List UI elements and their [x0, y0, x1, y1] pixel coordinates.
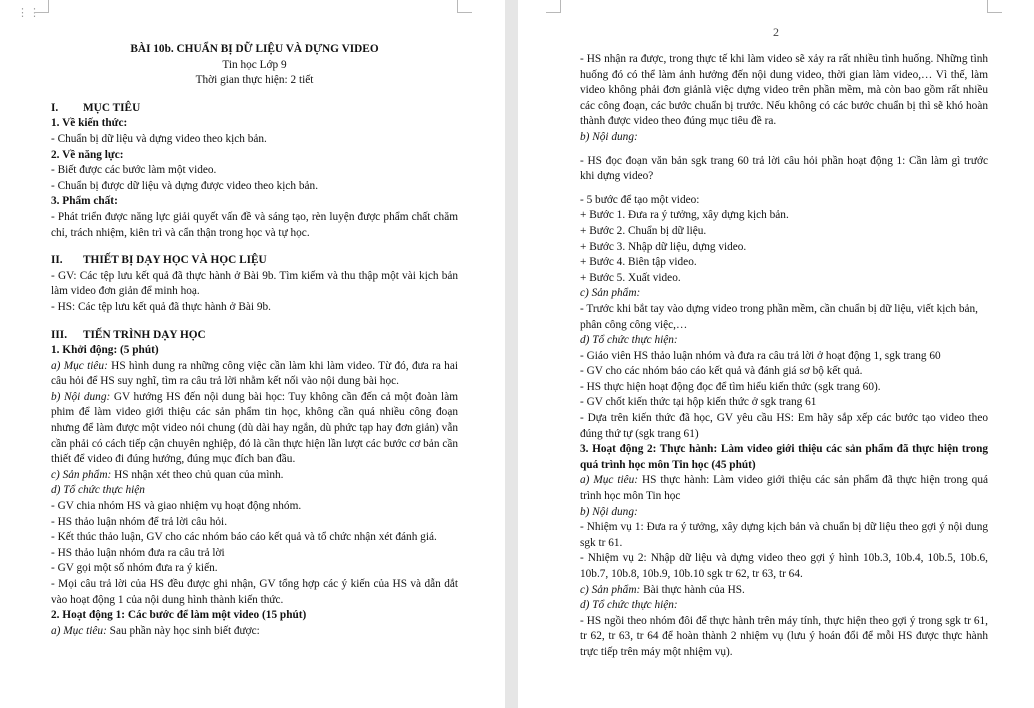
paragraph	[580, 349, 988, 365]
section-heading	[51, 328, 458, 344]
paragraph-text: 1. Về kiến thức:	[51, 117, 128, 130]
item-label: d) Tổ chức thực hiện	[51, 484, 145, 497]
paragraph	[580, 614, 988, 661]
paragraph-text: HS thực hành: Làm video giới thiệu các sản phẩm đã thực hiện trong quá trình học môn Tin học	[580, 474, 988, 503]
page-left-body	[51, 42, 458, 639]
spacer	[580, 185, 988, 193]
paragraph	[580, 583, 988, 599]
drag-handle-icon[interactable]: ⋮⋮	[17, 6, 41, 19]
paragraph	[580, 551, 988, 582]
paragraph	[51, 561, 458, 577]
spacer	[580, 146, 988, 154]
paragraph-text: - Chuẩn bị dữ liệu và dựng video theo kịch bản.	[51, 132, 267, 145]
paragraph	[580, 395, 988, 411]
paragraph-text: + Bước 4. Biên tập video.	[580, 256, 697, 269]
paragraph	[580, 255, 988, 271]
paragraph	[51, 210, 458, 241]
spacer	[51, 241, 458, 253]
paragraph-text: TIẾN TRÌNH DẠY HỌC	[83, 328, 206, 341]
item-label: a) Mục tiêu:	[51, 624, 107, 637]
paragraph	[580, 52, 988, 130]
paragraph	[580, 411, 988, 442]
paragraph	[51, 577, 458, 608]
paragraph-text: + Bước 2. Chuẩn bị dữ liệu.	[580, 224, 707, 237]
item-label: a) Mục tiêu:	[580, 474, 639, 487]
paragraph	[580, 364, 988, 380]
paragraph	[580, 333, 988, 349]
paragraph	[580, 302, 988, 333]
paragraph-text: - Giáo viên HS thảo luận nhóm và đưa ra câu trả lời ở hoạt động 1, sgk trang 60	[580, 349, 941, 362]
paragraph-text: - Nhiệm vụ 1: Đưa ra ý tưởng, xây dựng kịch bản và chuẩn bị dữ liệu theo gợi ý nội dung sgk tr 61.	[580, 521, 988, 549]
section-number: II.	[51, 254, 63, 267]
item-label: c) Sản phẩm:	[580, 583, 641, 596]
paragraph-text: + Bước 5. Xuất video.	[580, 271, 681, 284]
paragraph-text: - HS đọc đoạn văn bản sgk trang 60 trả lời câu hỏi phần hoạt động 1: Cần làm gì trước khi dựng video?	[580, 154, 988, 183]
paragraph-text: - Kết thúc thảo luận, GV cho các nhóm báo cáo kết quả và tổ chức nhận xét đánh giá.	[51, 531, 437, 544]
item-label: b) Nội dung:	[580, 130, 638, 143]
document-page-left	[0, 0, 505, 708]
item-label: c) Sản phẩm:	[580, 287, 641, 300]
paragraph-text: - Trước khi bắt tay vào dựng video trong phần mềm, cần chuẩn bị dữ liệu, viết kịch bản, phân công công việc,…	[580, 302, 978, 331]
paragraph-text: - Phát triển được năng lực giải quyết vấn đề và sáng tạo, rèn luyện được phẩm chất chăm chỉ, trách nhiệm, kiên trì và cẩn thận trong học và tự học.	[51, 210, 458, 239]
paragraph-text: 1. Khởi động: (5 phút)	[51, 344, 159, 357]
spacer	[51, 89, 458, 101]
spacer	[51, 316, 458, 328]
paragraph-text: HS hình dung ra những công việc cần làm khi làm video. Từ đó, đưa ra hai câu hỏi để HS suy nghĩ, tìm ra câu trả lời nhằm kết nối vào nội dung bài học.	[51, 359, 458, 388]
crop-mark	[34, 0, 49, 13]
page-gap	[505, 0, 518, 708]
paragraph-text: 2. Hoạt động 1: Các bước để làm một video (15 phút)	[51, 609, 307, 622]
paragraph	[51, 116, 458, 132]
paragraph-text: MỤC TIÊU	[83, 101, 141, 114]
paragraph	[51, 179, 458, 195]
paragraph	[580, 598, 988, 614]
paragraph	[51, 546, 458, 562]
item-label: b) Nội dung:	[580, 505, 638, 518]
paragraph	[580, 240, 988, 256]
paragraph	[51, 468, 458, 484]
crop-mark	[987, 0, 1002, 13]
paragraph-text: - GV chốt kiến thức tại hộp kiến thức ở sgk trang 61	[580, 396, 817, 409]
item-label: a) Mục tiêu:	[51, 359, 108, 372]
paragraph	[580, 442, 988, 473]
paragraph	[580, 130, 988, 146]
paragraph-text: + Bước 3. Nhập dữ liệu, dựng video.	[580, 240, 747, 253]
crop-mark	[457, 0, 472, 13]
paragraph-text: - 5 bước để tạo một video:	[580, 193, 700, 206]
paragraph	[51, 269, 458, 300]
paragraph-text: - GV gọi một số nhóm đưa ra ý kiến.	[51, 562, 218, 575]
item-label: d) Tổ chức thực hiện:	[580, 334, 678, 347]
paragraph-text: - Nhiệm vụ 2: Nhập dữ liệu và dựng video theo gợi ý hình 10b.3, 10b.4, 10b.5, 10b.6, 10b.7, 10b.8, 10b.9, 10b.10 sgk tr 62, tr 63, tr 64.	[580, 552, 988, 580]
right-content	[580, 52, 988, 661]
paragraph-text: Sau phần này học sinh biết được:	[106, 624, 260, 637]
paragraph	[51, 343, 458, 359]
paragraph-text: - GV: Các tệp lưu kết quả đã thực hành ở Bài 9b. Tìm kiếm và thu thập một vài kịch bản làm video đơn giản để minh hoạ.	[51, 269, 458, 298]
paragraph	[51, 194, 458, 210]
section-heading	[51, 101, 458, 117]
paragraph-text: - HS: Các tệp lưu kết quả đã thực hành ở Bài 9b.	[51, 300, 271, 313]
paragraph-text: GV hướng HS đến nội dung bài học: Tuy không cần đến cả một đoàn làm phim để làm video giới thiệu các sản phẩm tin học, không cần quá nhiều công đoạn nhưng để làm được một video nói chung (dù dài hay ngắn, dù phức tạp hay đơn giản) vẫn cần phải có cách tiếp cận chuyên nghiệp, đó là cần thực hiện lần lượt các bước cơ bản cần thiết để video đi đúng hướng, đúng mục đích ban đầu.	[51, 390, 458, 466]
paragraph	[580, 520, 988, 551]
paragraph	[580, 505, 988, 521]
document-duration: Thời gian thực hiện: 2 tiết	[195, 74, 314, 87]
paragraph	[51, 499, 458, 515]
paragraph	[51, 608, 458, 624]
paragraph-text: - Biết được các bước làm một video.	[51, 164, 217, 177]
section-number: I.	[51, 101, 59, 114]
item-label: b) Nội dung:	[51, 390, 111, 403]
section-number: III.	[51, 328, 68, 341]
paragraph	[51, 163, 458, 179]
paragraph	[51, 359, 458, 390]
paragraph	[51, 148, 458, 164]
paragraph	[580, 193, 988, 209]
paragraph-text: - Mọi câu trả lời của HS đều được ghi nhận, GV tổng hợp các ý kiến của HS và dẫn dắt vào hoạt động 1 của nội dung hình thành kiến thức.	[51, 578, 458, 606]
paragraph	[580, 154, 988, 185]
paragraph-text: 2. Về năng lực:	[51, 148, 124, 161]
paragraph-text: THIẾT BỊ DẠY HỌC VÀ HỌC LIỆU	[83, 254, 267, 267]
paragraph	[51, 515, 458, 531]
paragraph-text: - HS nhận ra được, trong thực tế khi làm video sẽ xảy ra rất nhiều tình huống. Những tình huống đó có thể làm ảnh hưởng đến nội dung video, thời gian làm video,… Vì thế, làm video không phải đơn giảnlà việc dựng video trên phần mềm, mà còn bao gồm rất nhiều các công đoạn, các bước chuẩn bị trước. Nếu không có các bước chuẩn bị thì sẽ khó hoàn thành được video theo đúng mục tiêu đề ra.	[580, 53, 988, 128]
paragraph	[580, 380, 988, 396]
paragraph-text: 3. Phẩm chất:	[51, 195, 118, 208]
paragraph-text: 3. Hoạt động 2: Thực hành: Làm video giới thiệu các sản phẩm đã thực hiện trong quá trình học môn Tin học (45 phút)	[580, 443, 988, 471]
paragraph	[51, 300, 458, 316]
left-content	[51, 101, 458, 640]
paragraph-text: - HS ngồi theo nhóm đôi để thực hành trên máy tính, thực hiện theo gợi ý trong sgk tr 61, tr 62, tr 63, tr 64 để hoàn thành 2 nhiệm vụ (lưu ý hoán đổi để mỗi HS được thực hành trực tiếp trên máy một nhiệm vụ).	[580, 614, 988, 658]
item-label: c) Sản phẩm:	[51, 468, 112, 481]
paragraph	[580, 271, 988, 287]
paragraph	[580, 224, 988, 240]
paragraph-text: - HS thực hiện hoạt động đọc để tìm hiểu kiến thức (sgk trang 60).	[580, 380, 881, 393]
page-right-body	[580, 52, 988, 661]
document-page-right	[518, 0, 1034, 708]
document-subtitle: Tin học Lớp 9	[222, 58, 287, 71]
paragraph	[51, 624, 458, 640]
page-number: 2	[773, 25, 779, 39]
paragraph	[51, 390, 458, 468]
item-label: d) Tổ chức thực hiện:	[580, 599, 678, 612]
paragraph-text: - GV cho các nhóm báo cáo kết quả và đánh giá sơ bộ kết quả.	[580, 365, 863, 378]
crop-mark	[546, 0, 561, 13]
paragraph-text: - HS thảo luận nhóm để trả lời câu hỏi.	[51, 515, 228, 528]
paragraph-text: + Bước 1. Đưa ra ý tưởng, xây dựng kịch bản.	[580, 209, 789, 222]
document-title: BÀI 10b. CHUẨN BỊ DỮ LIỆU VÀ DỰNG VIDEO	[130, 43, 379, 55]
paragraph	[51, 132, 458, 148]
section-heading	[51, 253, 458, 269]
paragraph-text: - GV chia nhóm HS và giao nhiệm vụ hoạt động nhóm.	[51, 500, 302, 513]
paragraph	[580, 208, 988, 224]
paragraph-text: - Chuẩn bị được dữ liệu và dựng được video theo kịch bản.	[51, 179, 319, 192]
paragraph-text: - Dựa trên kiến thức đã học, GV yêu cầu HS: Em hãy sắp xếp các bước tạo video theo đúng thứ tự (sgk trang 61)	[580, 412, 988, 440]
paragraph	[51, 483, 458, 499]
paragraph	[51, 530, 458, 546]
paragraph-text: Bài thực hành của HS.	[640, 583, 745, 596]
paragraph-text: HS nhận xét theo chủ quan của mình.	[111, 468, 284, 481]
paragraph-text: - HS thảo luận nhóm đưa ra câu trả lời	[51, 546, 225, 559]
paragraph	[580, 473, 988, 504]
paragraph	[580, 286, 988, 302]
